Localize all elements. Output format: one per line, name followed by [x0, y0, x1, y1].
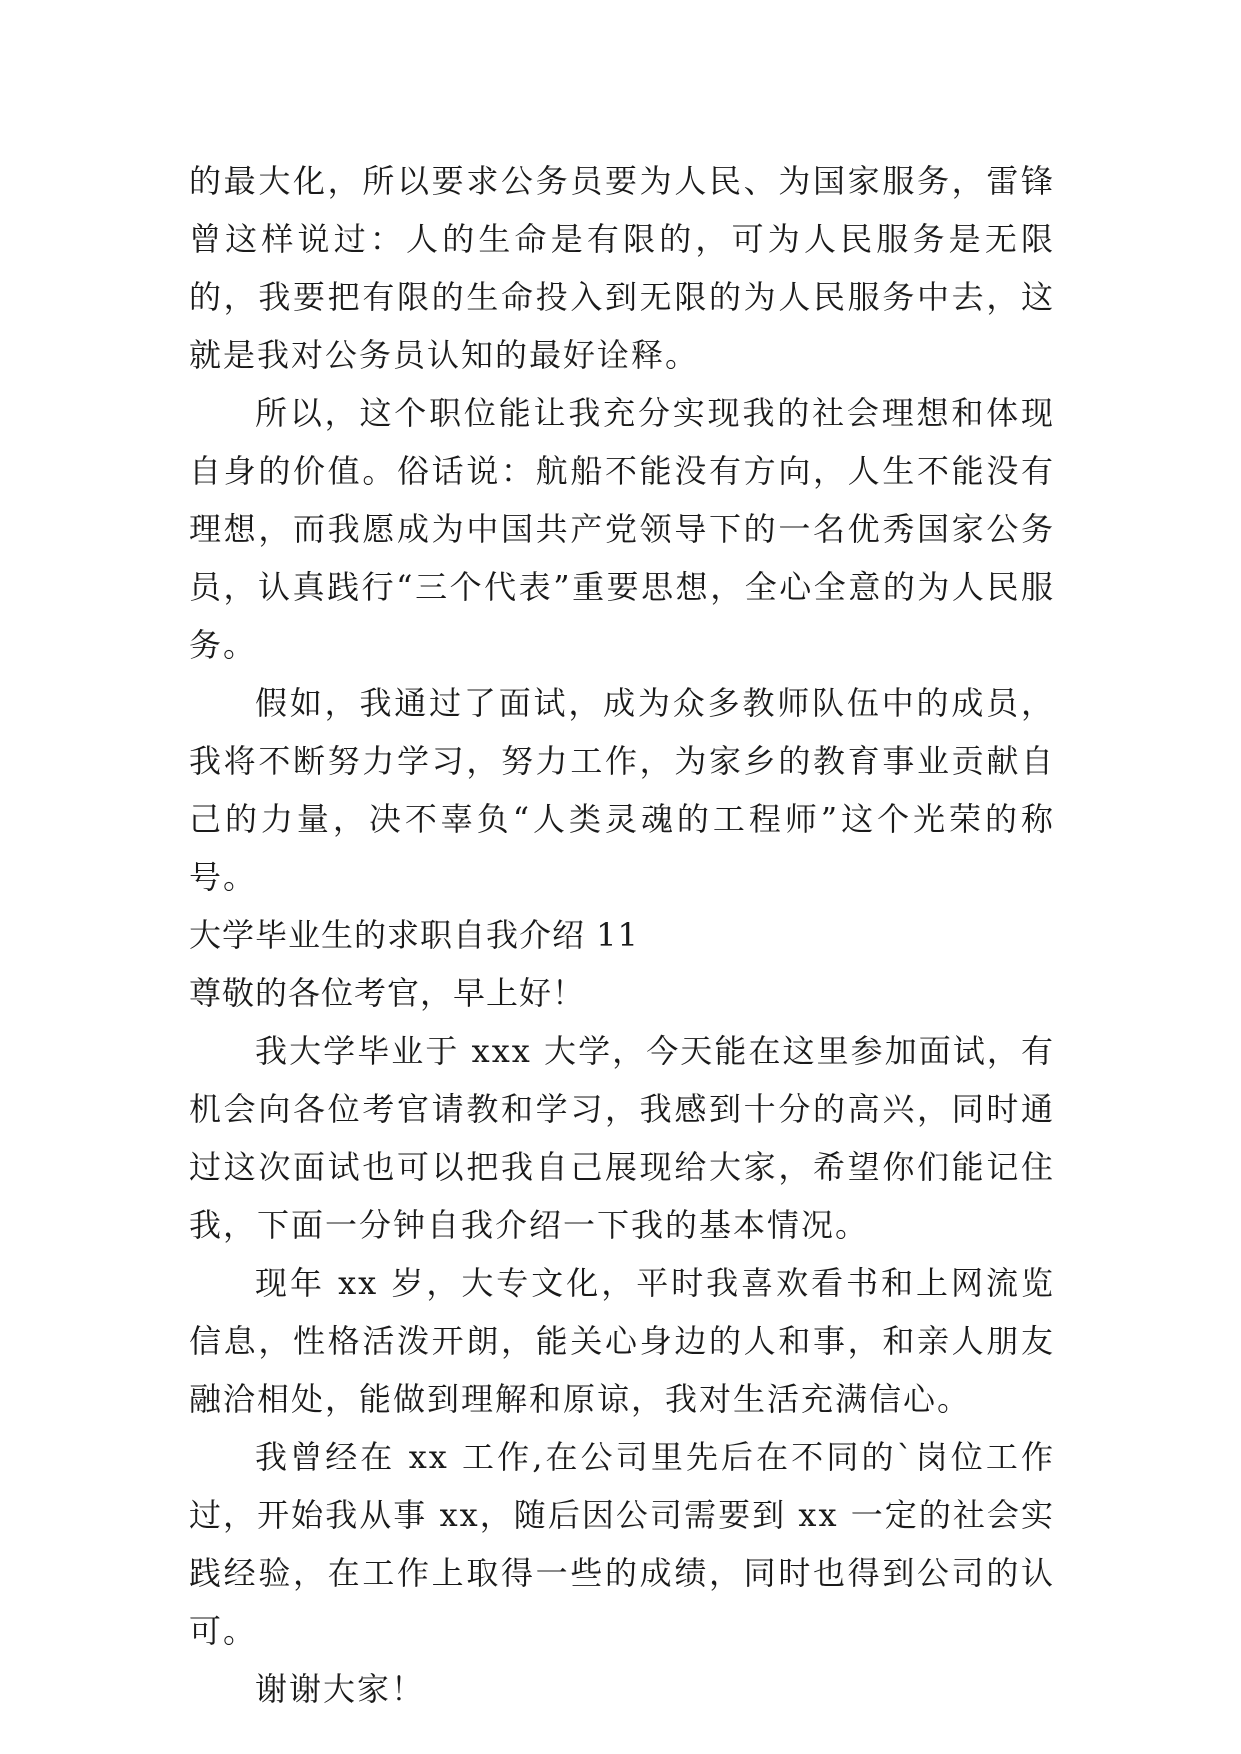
paragraph-continued: 的最大化，所以要求公务员要为人民、为国家服务，雷锋曾这样说过：人的生命是有限的，可为人民服务是无限的，我要把有限的生命投入到无限的为人民服务中去，这就是我对公务员认知的最好诠释。	[189, 162, 1055, 374]
paragraph-personal: 现年 xx 岁，大专文化，平时我喜欢看书和上网流览信息，性格活泼开朗，能关心身边的人和事，和亲人朋友融洽相处，能做到理解和原谅，我对生活充满信心。	[189, 1264, 1055, 1418]
paragraph-education: 我大学毕业于 xxx 大学，今天能在这里参加面试，有机会向各位考官请教和学习，我感到十分的高兴，同时通过这次面试也可以把我自己展现给大家，希望你们能记住我，下面一分钟自我介绍一下我的基本情况。	[189, 1032, 1055, 1244]
greeting: 尊敬的各位考官，早上好！	[189, 974, 586, 1012]
paragraph-experience: 我曾经在 xx 工作,在公司里先后在不同的`岗位工作过，开始我从事 xx，随后因公司需要到 xx 一定的社会实践经验，在工作上取得一些的成绩，同时也得到公司的认可。	[189, 1438, 1055, 1650]
closing-thanks: 谢谢大家！	[255, 1670, 426, 1708]
section-title: 大学毕业生的求职自我介绍 11	[189, 916, 639, 954]
document-body	[189, 152, 1055, 1718]
paragraph-ideal: 所以，这个职位能让我充分实现我的社会理想和体现自身的价值。俗话说：航船不能没有方向，人生不能没有理想，而我愿成为中国共产党领导下的一名优秀国家公务员，认真践行“三个代表”重要思想，全心全意的为人民服务。	[189, 394, 1055, 664]
paragraph-interview-pledge: 假如，我通过了面试，成为众多教师队伍中的成员，我将不断努力学习，努力工作，为家乡的教育事业贡献自己的力量，决不辜负“人类灵魂的工程师”这个光荣的称号。	[189, 684, 1055, 896]
